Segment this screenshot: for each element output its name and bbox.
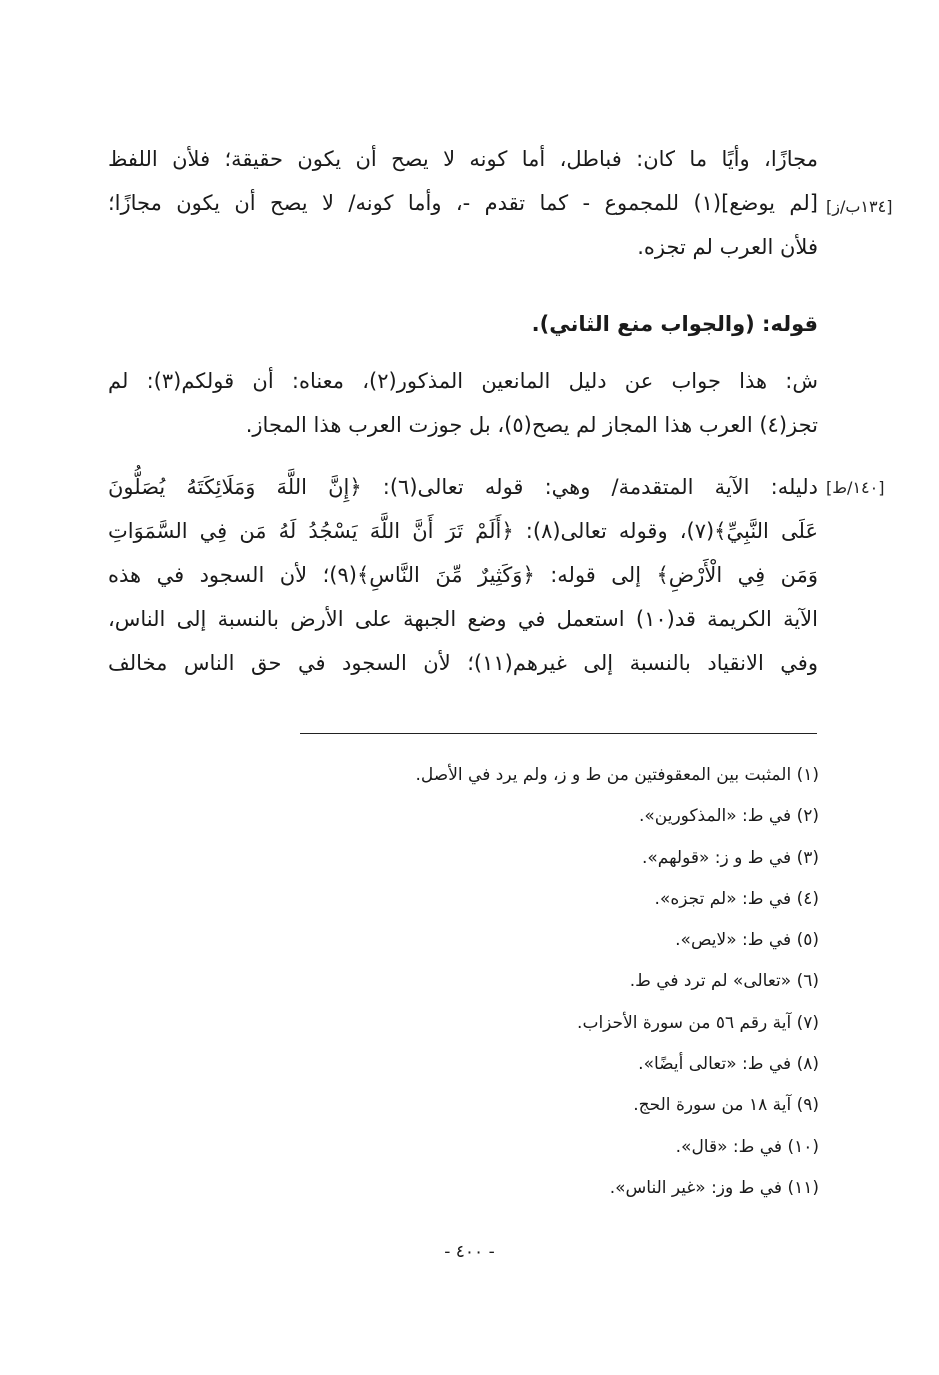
footnote-4: (٤) في ط: «لم تجزه». xyxy=(654,888,819,909)
paragraph-1 xyxy=(108,137,818,269)
footnote-6: (٦) «تعالى» لم ترد في ط. xyxy=(629,971,819,992)
footnote-8: (٨) في ط: «تعالى أيضًا». xyxy=(638,1054,819,1075)
footnote-2: (٢) في ط: «المذكورين». xyxy=(639,806,819,827)
text-line: دليله: الآية المتقدمة/ وهي: قوله تعالى(٦): ﴿إِنَّ اللَّهَ وَمَلَائِكَتَهُ يُصَلُّونَ xyxy=(108,475,818,499)
text-line: وفي الانقياد بالنسبة إلى غيرهم(١١)؛ لأن السجود في حق الناس مخالف xyxy=(108,651,818,675)
footnotes xyxy=(319,755,819,1209)
text-line: وَمَن فِي الْأَرْضِ﴾ إلى قوله: ﴿وَكَثِيرٌ مِّنَ النَّاسِ﴾(٩)؛ لأن السجود في هذه xyxy=(108,563,818,587)
manuscript-ref-z-134b: [١٣٤ب/ز] xyxy=(826,197,893,216)
footnote-divider xyxy=(300,733,817,734)
footnote-11: (١١) في ط وز: «غير الناس». xyxy=(609,1177,819,1198)
text-line: [لم يوضع](١) للمجموع - كما تقدم -، وأما كونه/ لا يصح أن يكون مجازًا؛ xyxy=(108,191,818,215)
paragraph-4 xyxy=(108,465,818,685)
text-line: تجز(٤) العرب هذا المجاز لم يصح(٥)، بل جوزت العرب هذا المجاز. xyxy=(245,413,818,437)
footnote-9: (٩) آية ١٨ من سورة الحج. xyxy=(633,1095,819,1116)
paragraph-2-heading xyxy=(108,302,818,346)
text-line: مجازًا، وأيًا ما كان: فباطل، أما كونه لا يصح أن يكون حقيقة؛ فلأن اللفظ xyxy=(108,147,818,171)
paragraph-3 xyxy=(108,359,818,447)
text-line: عَلَى النَّبِيِّ﴾(٧)، وقوله تعالى(٨): ﴿أَلَمْ تَرَ أَنَّ اللَّهَ يَسْجُدُ لَهُ مَن فِي السَّمَوَاتِ xyxy=(108,519,818,543)
footnote-3: (٣) في ط و ز: «قولهم». xyxy=(641,847,819,868)
manuscript-ref-t-140: [١٤٠/ط] xyxy=(826,478,885,497)
footnote-1: (١) المثبت بين المعقوفتين من ط و ز، ولم يرد في الأصل. xyxy=(415,765,819,785)
text-line: ش: هذا جواب عن دليل المانعين المذكور(٢)، معناه: أن قولكم(٣): لم xyxy=(108,369,819,393)
footnote-10: (١٠) في ط: «قال». xyxy=(675,1136,819,1157)
page-number: - ٤٠٠ - xyxy=(444,1242,495,1262)
text-line: فلأن العرب لم تجزه. xyxy=(637,235,818,259)
section-heading: قوله: (والجواب منع الثاني). xyxy=(531,312,818,336)
footnote-7: (٧) آية رقم ٥٦ من سورة الأحزاب. xyxy=(577,1012,819,1033)
text-line: الآية الكريمة قد(١٠) استعمل في وضع الجبهة على الأرض بالنسبة إلى الناس، xyxy=(108,607,818,631)
footnote-5: (٥) في ط: «لايص». xyxy=(675,930,819,951)
